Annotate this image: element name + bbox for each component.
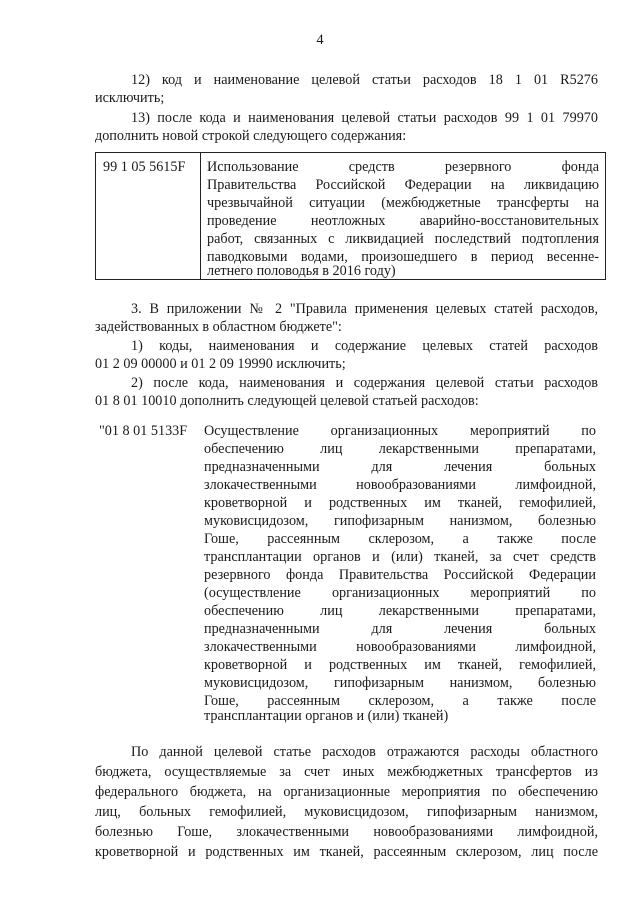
entry-text-line: злокачественными новообразованиями лимфоидной,	[204, 477, 596, 493]
table-desc-line: летнего половодья в 2016 году)	[207, 263, 396, 279]
entry-text-line: предназначенными для лечения больных	[204, 459, 596, 475]
item-12-line-2: исключить;	[95, 90, 165, 106]
table-desc-line: чрезвычайной ситуации (межбюджетные трансферты на	[207, 195, 599, 211]
table-desc-line: работ, связанных с ликвидацией последствий подтопления	[207, 231, 599, 247]
insert-row-table	[95, 152, 606, 280]
entry-text-line: (осуществление организационных мероприятий по	[204, 585, 596, 601]
entry-text-line: обеспечению лиц лекарственными препаратами,	[204, 603, 596, 619]
entry-text-line: кроветворной и родственных им тканей, гемофилией,	[204, 657, 596, 673]
table-desc-line: проведение неотложных аварийно-восстановительных	[207, 213, 599, 229]
entry-code: "01 8 01 5133F	[99, 423, 188, 439]
entry-text-line: злокачественными новообразованиями лимфоидной,	[204, 639, 596, 655]
entry-text-line: Гоше, рассеянным склерозом, а также после	[204, 693, 596, 709]
entry-text-line: Гоше, рассеянным склерозом, а также после	[204, 531, 596, 547]
table-desc-line: Правительства Российской Федерации на ликвидацию	[207, 177, 599, 193]
entry-text-line: трансплантации органов и (или) тканей, за счет средств	[204, 549, 596, 565]
entry-text-line: Осуществление организационных мероприятий по	[204, 423, 596, 439]
entry-text-line: кроветворной и родственных им тканей, гемофилией,	[204, 495, 596, 511]
closing-line: федерального бюджета, на организационные мероприятия по обеспечению	[95, 784, 598, 800]
section-3-line-1: 3. В приложении № 2 "Правила применения целевых статей расходов,	[131, 301, 598, 317]
item-13-line-1: 13) после кода и наименования целевой статьи расходов 99 1 01 79970	[131, 110, 598, 126]
section-3-sub-2-line-1: 2) после кода, наименования и содержания целевой статьи расходов	[131, 375, 598, 391]
entry-text-line: муковисцидозом, гипофизарным нанизмом, болезнью	[204, 675, 596, 691]
table-column-divider	[200, 153, 201, 279]
closing-line: лиц, больных гемофилией, муковисцидозом, гипофизарным нанизмом,	[95, 804, 598, 820]
table-desc-line: Использование средств резервного фонда	[207, 159, 599, 175]
table-code-cell: 99 1 05 5615F	[103, 159, 186, 175]
section-3-sub-1-line-1: 1) коды, наименования и содержание целевых статей расходов	[131, 338, 598, 354]
closing-line: кроветворной и родственных им тканей, рассеянным склерозом, лиц после	[95, 844, 598, 860]
table-desc-line: паводковыми водами, произошедшего в период весенне-	[207, 249, 599, 265]
item-13-line-2: дополнить новой строкой следующего содержания:	[95, 128, 407, 144]
entry-text-line: предназначенными для лечения больных	[204, 621, 596, 637]
entry-text-line: муковисцидозом, гипофизарным нанизмом, болезнью	[204, 513, 596, 529]
entry-text-line: резервного фонда Правительства Российской Федерации	[204, 567, 596, 583]
closing-line: болезнью Гоше, злокачественными новообразованиями лимфоидной,	[95, 824, 598, 840]
entry-text-line: трансплантации органов и (или) тканей)	[204, 708, 449, 724]
section-3-sub-2-line-2: 01 8 01 10010 дополнить следующей целевой статьей расходов:	[95, 393, 479, 409]
entry-text-line: обеспечению лиц лекарственными препаратами,	[204, 441, 596, 457]
closing-line: бюджета, осуществляемые за счет иных межбюджетных трансфертов из	[95, 764, 598, 780]
item-12-line-1: 12) код и наименование целевой статьи расходов 18 1 01 R5276	[131, 72, 598, 88]
page-number: 4	[316, 32, 324, 48]
section-3-line-2: задействованных в областном бюджете":	[95, 319, 342, 335]
section-3-sub-1-line-2: 01 2 09 00000 и 01 2 09 19990 исключить;	[95, 356, 346, 372]
closing-line: По данной целевой статье расходов отражаются расходы областного	[131, 744, 598, 760]
